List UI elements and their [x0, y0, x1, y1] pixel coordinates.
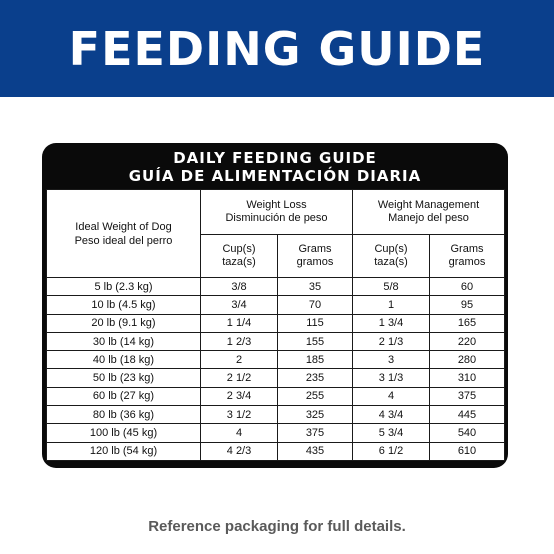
guide-title-es: GUÍA DE ALIMENTACIÓN DIARIA	[128, 167, 422, 185]
mgmt-cups-header	[353, 235, 430, 278]
table-row	[47, 314, 505, 332]
mgmt-grams-cell: 280	[430, 351, 505, 369]
mgmt-grams-cell: 310	[430, 369, 505, 387]
table-row	[47, 387, 505, 405]
mgmt-cups-header-es: taza(s)	[374, 256, 408, 268]
mgmt-cups-cell: 1 3/4	[353, 314, 430, 332]
loss-grams-cell: 70	[278, 296, 353, 314]
mgmt-cups-cell: 3 1/3	[353, 369, 430, 387]
table-row	[47, 351, 505, 369]
mgmt-grams-cell: 445	[430, 406, 505, 424]
footer-note: Reference packaging for full details.	[148, 518, 406, 535]
loss-grams-cell: 155	[278, 332, 353, 350]
table-row	[47, 406, 505, 424]
table-row	[47, 332, 505, 350]
weight-cell: 60 lb (27 kg)	[47, 387, 201, 405]
mgmt-grams-cell: 95	[430, 296, 505, 314]
header-banner	[0, 0, 554, 97]
weight-management-header-en: Weight Management	[377, 199, 480, 211]
weight-cell: 20 lb (9.1 kg)	[47, 314, 201, 332]
mgmt-cups-cell: 4	[353, 387, 430, 405]
weight-cell: 30 lb (14 kg)	[47, 332, 201, 350]
mgmt-grams-cell: 60	[430, 278, 505, 296]
weight-cell: 5 lb (2.3 kg)	[47, 278, 201, 296]
loss-cups-cell: 1 1/4	[201, 314, 278, 332]
loss-grams-header-en: Grams	[298, 243, 332, 255]
loss-cups-cell: 3/4	[201, 296, 278, 314]
loss-cups-cell: 1 2/3	[201, 332, 278, 350]
mgmt-grams-header	[430, 235, 505, 278]
loss-cups-cell: 4 2/3	[201, 442, 278, 460]
weight-loss-header-en: Weight Loss	[246, 199, 307, 211]
mgmt-cups-cell: 4 3/4	[353, 406, 430, 424]
guide-title-en: DAILY FEEDING GUIDE	[173, 149, 377, 167]
weight-cell: 80 lb (36 kg)	[47, 406, 201, 424]
loss-grams-cell: 255	[278, 387, 353, 405]
loss-cups-cell: 2	[201, 351, 278, 369]
loss-cups-cell: 4	[201, 424, 278, 442]
mgmt-grams-cell: 610	[430, 442, 505, 460]
loss-grams-header	[278, 235, 353, 278]
weight-cell: 120 lb (54 kg)	[47, 442, 201, 460]
mgmt-cups-cell: 5/8	[353, 278, 430, 296]
mgmt-cups-cell: 5 3/4	[353, 424, 430, 442]
mgmt-cups-cell: 2 1/3	[353, 332, 430, 350]
table-row	[47, 442, 505, 460]
weight-loss-header-es: Disminución de peso	[225, 212, 328, 224]
loss-cups-cell: 2 1/2	[201, 369, 278, 387]
weight-cell: 40 lb (18 kg)	[47, 351, 201, 369]
loss-cups-cell: 3/8	[201, 278, 278, 296]
table-row	[47, 296, 505, 314]
loss-grams-cell: 325	[278, 406, 353, 424]
mgmt-grams-header-en: Grams	[450, 243, 484, 255]
loss-cups-cell: 3 1/2	[201, 406, 278, 424]
table-row	[47, 424, 505, 442]
mgmt-grams-cell: 375	[430, 387, 505, 405]
loss-grams-header-es: gramos	[296, 256, 334, 268]
loss-grams-cell: 115	[278, 314, 353, 332]
loss-grams-cell: 375	[278, 424, 353, 442]
mgmt-cups-cell: 6 1/2	[353, 442, 430, 460]
mgmt-grams-cell: 220	[430, 332, 505, 350]
table-row	[47, 278, 505, 296]
weight-loss-header	[201, 190, 353, 235]
page-title: FEEDING GUIDE	[68, 21, 486, 76]
mgmt-grams-cell: 540	[430, 424, 505, 442]
mgmt-cups-cell: 1	[353, 296, 430, 314]
loss-cups-header-en: Cup(s)	[222, 243, 256, 255]
loss-grams-cell: 235	[278, 369, 353, 387]
loss-grams-cell: 185	[278, 351, 353, 369]
table-row	[47, 369, 505, 387]
weight-cell: 10 lb (4.5 kg)	[47, 296, 201, 314]
mgmt-grams-cell: 165	[430, 314, 505, 332]
loss-cups-header-es: taza(s)	[222, 256, 256, 268]
feeding-table	[46, 189, 505, 461]
loss-cups-header	[201, 235, 278, 278]
feeding-guide-card	[42, 143, 508, 468]
guide-heading	[42, 143, 508, 189]
mgmt-cups-cell: 3	[353, 351, 430, 369]
mgmt-grams-header-es: gramos	[448, 256, 486, 268]
loss-cups-cell: 2 3/4	[201, 387, 278, 405]
ideal-weight-header	[47, 190, 201, 278]
weight-management-header-es: Manejo del peso	[388, 212, 469, 224]
ideal-weight-header-es: Peso ideal del perro	[74, 234, 173, 247]
weight-management-header	[353, 190, 505, 235]
ideal-weight-header-en: Ideal Weight of Dog	[75, 220, 172, 233]
loss-grams-cell: 435	[278, 442, 353, 460]
loss-grams-cell: 35	[278, 278, 353, 296]
weight-cell: 50 lb (23 kg)	[47, 369, 201, 387]
mgmt-cups-header-en: Cup(s)	[374, 243, 408, 255]
weight-cell: 100 lb (45 kg)	[47, 424, 201, 442]
